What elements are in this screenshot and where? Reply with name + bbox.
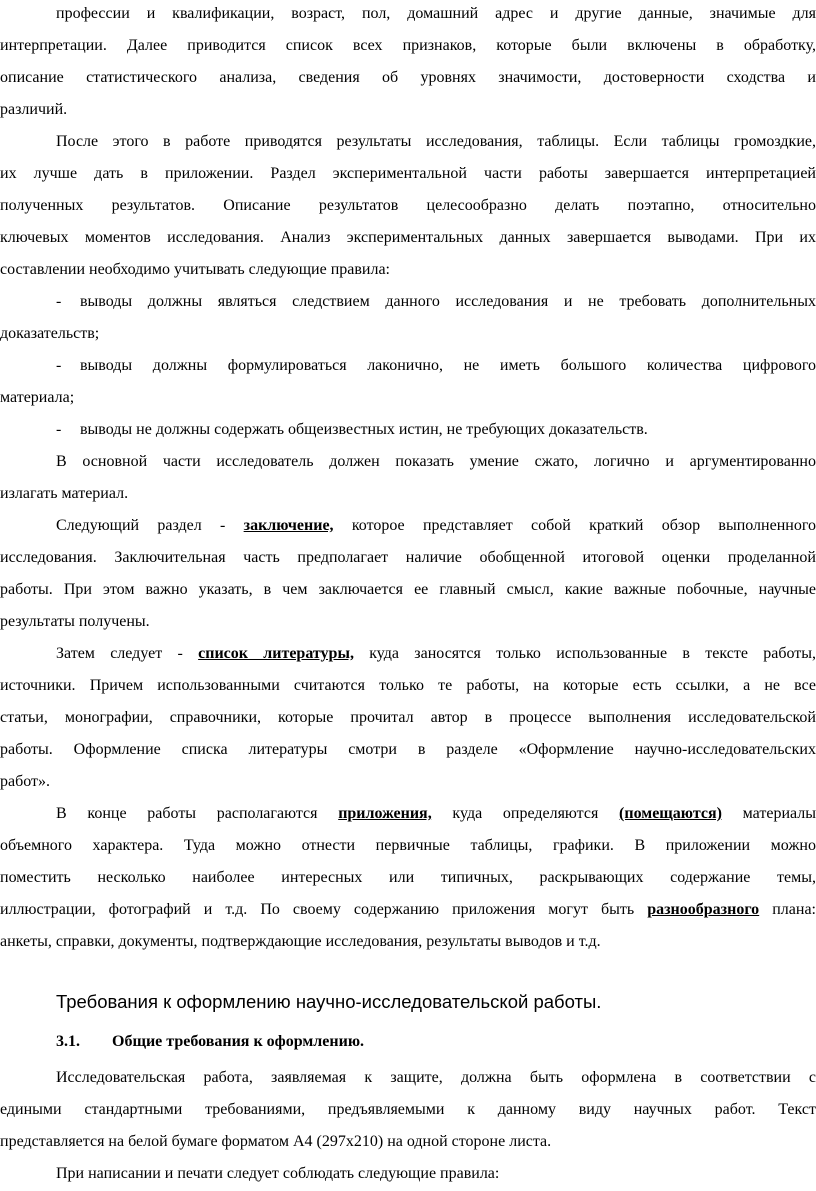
paragraph-line: работы. Оформление списка литературы смотри в разделе «Оформление научно-исследовательских <box>0 741 816 758</box>
paragraph-line: ключевых моментов исследования. Анализ экспериментальных данных завершается выводами. При их <box>0 229 816 246</box>
paragraph-line: работ». <box>0 773 51 790</box>
paragraph-line: поместить несколько наиболее интересных или типичных, раскрывающих содержание темы, <box>0 869 816 886</box>
paragraph-line: исследования. Заключительная часть предполагает наличие обобщенной итоговой оценки проделанной <box>0 549 816 566</box>
list-item <box>0 414 816 446</box>
list-item-text: выводы должны являться следствием данного исследования и не требовать дополнительных <box>80 293 816 310</box>
list-item <box>0 286 816 318</box>
paragraph-line: источники. Причем использованными считаются только те работы, на которые есть ссылки, а не все <box>0 677 816 694</box>
section-heading: Требования к оформлению научно-исследовательской работы. <box>56 991 602 1012</box>
text-run: В конце работы располагаются <box>56 805 339 822</box>
paragraph-line: различий. <box>0 101 68 118</box>
paragraph-line: При написании и печати следует соблюдать следующие правила: <box>56 1165 500 1182</box>
text-run: иллюстрации, фотографий и т.д. По своему содержанию приложения могут быть <box>0 901 648 918</box>
paragraph-line: едиными стандартными требованиями, предъявляемыми к данному виду научных работ. Текст <box>0 1101 816 1118</box>
paragraph-line: статьи, монографии, справочники, которые прочитал автор в процессе выполнения исследовательской <box>0 709 816 726</box>
paragraph-line: После этого в работе приводятся результаты исследования, таблицы. Если таблицы громоздкие, <box>56 133 816 150</box>
term-diverse: разнообразного <box>647 901 760 918</box>
list-dash: - <box>56 293 62 310</box>
term-appendices: приложения, <box>338 805 432 822</box>
paragraph-line: материала; <box>0 389 75 406</box>
subsection-number: 3.1. <box>56 1033 80 1050</box>
list-item <box>0 350 816 382</box>
paragraph-line: излагать материал. <box>0 485 129 502</box>
list-dash: - <box>56 421 62 438</box>
text-run: материалы <box>721 805 816 822</box>
paragraph-line: их лучше дать в приложении. Раздел экспериментальной части работы завершается интерпретацией <box>0 165 816 182</box>
subsection-heading <box>56 1030 364 1054</box>
text-run: плана: <box>759 901 816 918</box>
paragraph-line: составлении необходимо учитывать следующие правила: <box>0 261 390 278</box>
text-run: куда определяются <box>431 805 620 822</box>
paragraph-line <box>0 638 816 670</box>
paragraph-line: работы. При этом важно указать, в чем заключается ее главный смысл, какие важные побочные, научные <box>0 581 816 598</box>
paragraph-line: интерпретации. Далее приводится список всех признаков, которые были включены в обработку, <box>0 37 816 54</box>
paragraph-line: доказательств; <box>0 325 100 342</box>
paragraph-line: профессии и квалификации, возраст, пол, домашний адрес и другие данные, значимые для <box>56 5 816 22</box>
paragraph-line: Исследовательская работа, заявляемая к защите, должна быть оформлена в соответствии с <box>56 1069 816 1086</box>
text-run: Затем следует - <box>56 645 199 662</box>
subsection-title: Общие требования к оформлению. <box>112 1033 365 1050</box>
term-bibliography: список литературы, <box>198 645 354 662</box>
term-placed: (помещаются) <box>619 805 722 822</box>
list-dash: - <box>56 357 62 374</box>
list-item-text: выводы не должны содержать общеизвестных истин, не требующих доказательств. <box>80 421 648 438</box>
text-run: куда заносятся только использованные в тексте работы, <box>353 645 816 662</box>
term-conclusion: заключение, <box>243 517 334 534</box>
paragraph-line <box>0 798 816 830</box>
paragraph-line: результаты получены. <box>0 613 150 630</box>
paragraph-line <box>0 894 816 926</box>
text-run: которое представляет собой краткий обзор выполненного <box>333 517 816 534</box>
paragraph-line: описание статистического анализа, сведения об уровнях значимости, достоверности сходства и <box>0 69 816 86</box>
paragraph-line: представляется на белой бумаге форматом А4 (297х210) на одной стороне листа. <box>0 1133 552 1150</box>
paragraph-line: анкеты, справки, документы, подтверждающие исследования, результаты выводов и т.д. <box>0 933 601 950</box>
paragraph-line <box>0 510 816 542</box>
text-run: Следующий раздел - <box>56 517 244 534</box>
paragraph-line: полученных результатов. Описание результатов целесообразно делать поэтапно, относительно <box>0 197 816 214</box>
paragraph-line: объемного характера. Туда можно отнести первичные таблицы, графики. В приложении можно <box>0 837 816 854</box>
paragraph-line: В основной части исследователь должен показать умение сжато, логично и аргументированно <box>56 453 816 470</box>
list-item-text: выводы должны формулироваться лаконично, не иметь большого количества цифрового <box>80 357 816 374</box>
